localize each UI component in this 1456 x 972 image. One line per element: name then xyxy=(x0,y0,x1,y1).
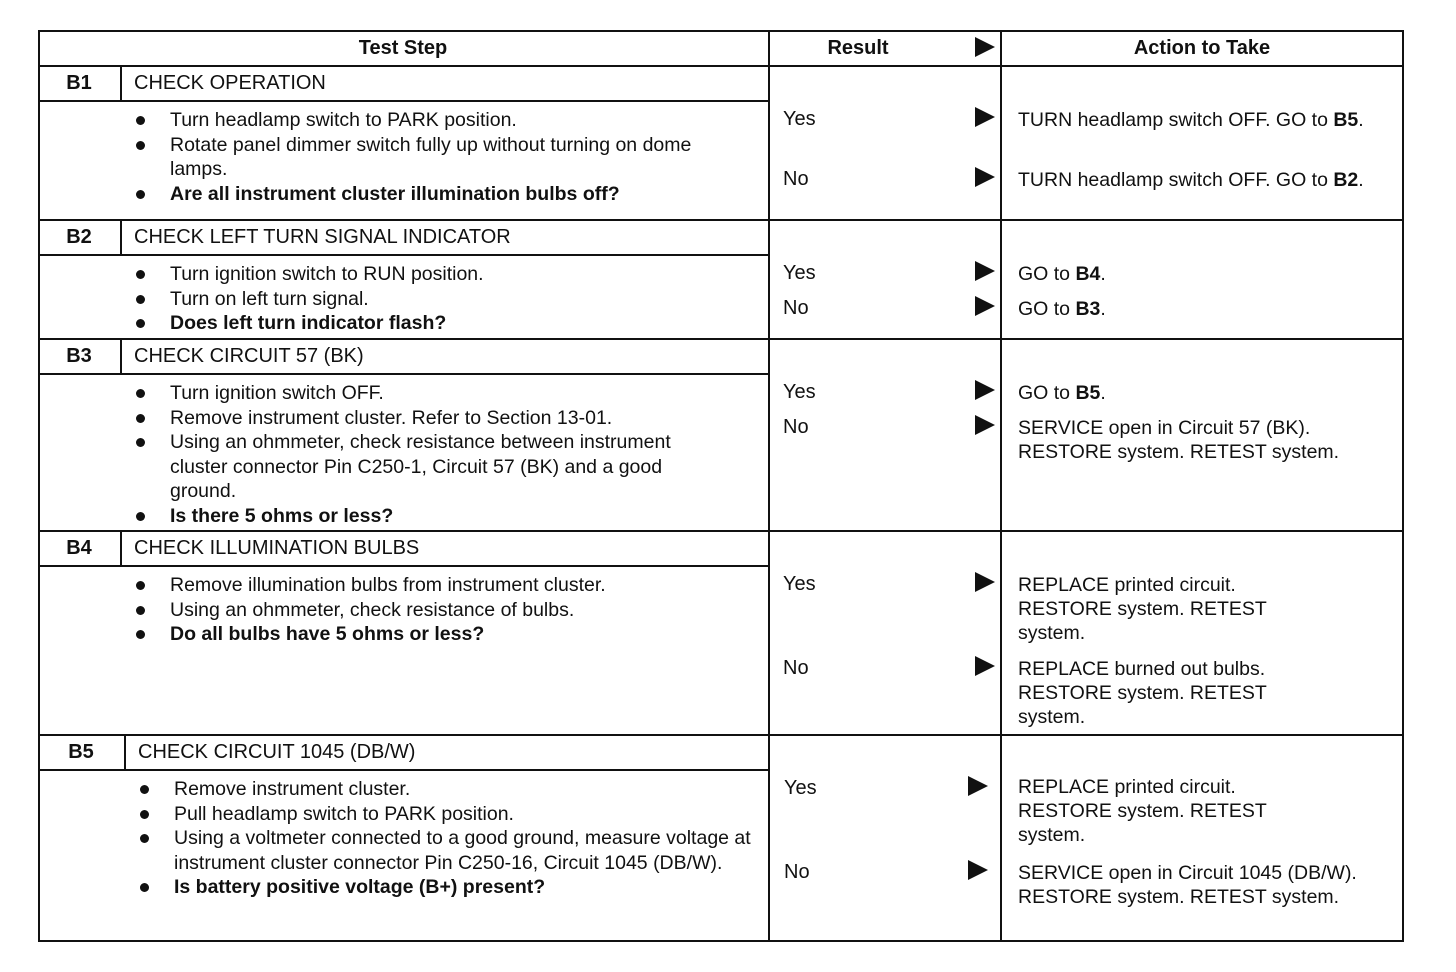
bullet-item: Turn ignition switch to RUN position. xyxy=(132,262,752,287)
step-bullets xyxy=(136,777,764,900)
step-b3 xyxy=(38,339,1402,531)
step-title: CHECK OPERATION xyxy=(134,72,326,94)
action-no: GO to B3. xyxy=(1018,298,1106,320)
step-bullets xyxy=(132,108,732,206)
step-id-divider xyxy=(120,339,122,373)
step-id-divider xyxy=(120,66,122,100)
bullet-icon xyxy=(136,630,145,639)
step-title: CHECK ILLUMINATION BULBS xyxy=(134,537,420,559)
step-id: B4 xyxy=(66,537,92,559)
result-no: No xyxy=(784,861,810,883)
bullet-question: Is battery positive voltage (B+) present? xyxy=(136,875,764,900)
step-b5 xyxy=(38,735,1402,938)
step-title-divider xyxy=(38,565,768,567)
header-result: Result xyxy=(827,37,889,59)
step-id: B1 xyxy=(66,72,92,94)
action-no: SERVICE open in Circuit 57 (BK). RESTORE system. RETEST system. xyxy=(1018,417,1340,463)
header-action: Action to Take xyxy=(1133,37,1271,59)
result-no: No xyxy=(783,416,809,438)
action-yes: REPLACE printed circuit. RESTORE system. RETEST system. xyxy=(1018,776,1267,846)
bullet-icon xyxy=(136,606,145,615)
action-yes: TURN headlamp switch OFF. GO to B5. xyxy=(1018,109,1364,131)
result-yes: Yes xyxy=(783,262,816,284)
bullet-icon xyxy=(136,141,145,150)
step-title-divider xyxy=(38,769,768,771)
bullet-question: Are all instrument cluster illumination bulbs off? xyxy=(132,182,732,207)
step-bullets xyxy=(132,262,752,336)
bullet-icon xyxy=(136,438,145,447)
bullet-icon xyxy=(136,190,145,199)
result-no: No xyxy=(783,168,809,190)
bullet-icon xyxy=(136,512,145,521)
diagnostic-table xyxy=(38,30,1402,940)
bullet-item: Remove instrument cluster. Refer to Section 13-01. xyxy=(132,406,732,431)
step-id-divider xyxy=(124,735,126,769)
result-yes: Yes xyxy=(783,381,816,403)
bullet-icon xyxy=(140,785,149,794)
result-no: No xyxy=(783,297,809,319)
bullet-icon xyxy=(136,389,145,398)
step-bullets xyxy=(132,381,732,528)
bullet-icon xyxy=(140,883,149,892)
bullet-icon xyxy=(140,834,149,843)
bullet-icon xyxy=(136,116,145,125)
action-no: REPLACE burned out bulbs. RESTORE system. RETEST system. xyxy=(1018,658,1267,728)
bullet-question: Does left turn indicator flash? xyxy=(132,311,752,336)
action-no: SERVICE open in Circuit 1045 (DB/W). RESTORE system. RETEST system. xyxy=(1018,862,1357,908)
step-id: B2 xyxy=(66,226,92,248)
action-yes: GO to B4. xyxy=(1018,263,1106,285)
bullet-item: Remove instrument cluster. xyxy=(136,777,764,802)
result-yes: Yes xyxy=(784,777,817,799)
bullet-icon xyxy=(140,810,149,819)
bullet-question: Do all bulbs have 5 ohms or less? xyxy=(132,622,752,647)
step-id-divider xyxy=(120,220,122,254)
result-arrow-icon xyxy=(975,380,995,400)
action-no: TURN headlamp switch OFF. GO to B2. xyxy=(1018,169,1364,191)
bullet-icon xyxy=(136,319,145,328)
step-b2 xyxy=(38,220,1402,338)
bullet-item: Turn on left turn signal. xyxy=(132,287,752,312)
header-arrow-icon xyxy=(975,37,995,57)
bullet-icon xyxy=(136,581,145,590)
step-title-divider xyxy=(38,100,768,102)
bullet-question: Is there 5 ohms or less? xyxy=(132,504,732,529)
bullet-item: Using an ohmmeter, check resistance of bulbs. xyxy=(132,598,752,623)
step-title: CHECK CIRCUIT 1045 (DB/W) xyxy=(138,741,416,763)
bullet-item: Rotate panel dimmer switch fully up without turning on dome lamps. xyxy=(132,133,732,182)
result-arrow-icon xyxy=(968,860,988,880)
header-test-step: Test Step xyxy=(358,37,448,59)
step-id: B5 xyxy=(68,741,94,763)
result-yes: Yes xyxy=(783,108,816,130)
action-yes: REPLACE printed circuit. RESTORE system. RETEST system. xyxy=(1018,574,1267,644)
step-b1 xyxy=(38,66,1402,220)
bullet-item: Turn ignition switch OFF. xyxy=(132,381,732,406)
result-arrow-icon xyxy=(975,415,995,435)
bullet-item: Pull headlamp switch to PARK position. xyxy=(136,802,764,827)
step-title: CHECK LEFT TURN SIGNAL INDICATOR xyxy=(134,226,511,248)
step-id-divider xyxy=(120,531,122,565)
result-arrow-icon xyxy=(975,656,995,676)
bullet-item: Using an ohmmeter, check resistance between instrument cluster connector Pin C250-1, Circuit 57 (BK) and a good ground. xyxy=(132,430,732,504)
bullet-icon xyxy=(136,270,145,279)
bullet-item: Remove illumination bulbs from instrument cluster. xyxy=(132,573,752,598)
bullet-item: Turn headlamp switch to PARK position. xyxy=(132,108,732,133)
step-b4 xyxy=(38,531,1402,733)
action-yes: GO to B5. xyxy=(1018,382,1106,404)
bullet-icon xyxy=(136,295,145,304)
result-no: No xyxy=(783,657,809,679)
result-yes: Yes xyxy=(783,573,816,595)
step-bullets xyxy=(132,573,752,647)
bullet-icon xyxy=(136,414,145,423)
result-arrow-icon xyxy=(968,776,988,796)
result-arrow-icon xyxy=(975,572,995,592)
step-id: B3 xyxy=(66,345,92,367)
result-arrow-icon xyxy=(975,261,995,281)
step-title-divider xyxy=(38,373,768,375)
bullet-item: Using a voltmeter connected to a good ground, measure voltage at instrument cluster connector Pin C250-16, Circuit 1045 (DB/W). xyxy=(136,826,764,875)
result-arrow-icon xyxy=(975,296,995,316)
result-arrow-icon xyxy=(975,107,995,127)
step-title-divider xyxy=(38,254,768,256)
step-title: CHECK CIRCUIT 57 (BK) xyxy=(134,345,364,367)
result-arrow-icon xyxy=(975,167,995,187)
